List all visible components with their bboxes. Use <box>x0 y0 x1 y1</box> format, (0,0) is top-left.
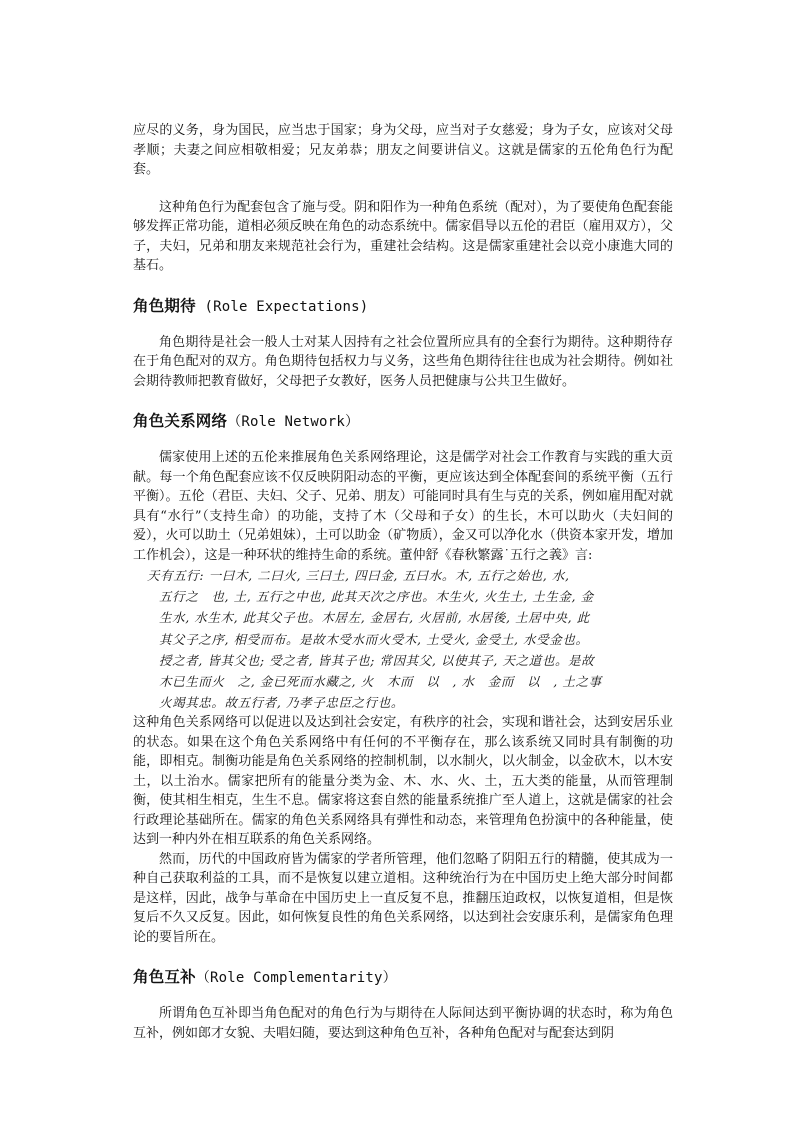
quote-line: 授之者, 皆其父也; 受之者, 皆其子也; 常因其父, 以使其子, 天之道也。是故 <box>159 652 595 668</box>
quote-line: 其父子之序, 相受而布。是故木受水而火受木, 土受火, 金受土, 水受金也。 <box>159 631 589 647</box>
role-expectations-paragraph: 角色期待是社会一般人士对某人因持有之社会位置所应具有的全套行为期待。这种期待存在于角色配对的双方。角色期待包括权力与义务，这些角色期待往往也成为社会期待。例如社会期待教师把教育做好，父母把子女教好，医务人员把健康与公共卫生做好。 <box>133 334 673 389</box>
quote-line: 五行之 也, 土, 五行之中也, 此其天次之序也。木生火, 火生土, 土生金, 金 <box>159 589 594 605</box>
role-network-paragraph-1: 儒家使用上述的五伦来推展角色关系网络理论，这是儒学对社会工作教育与实践的重大贡献。每一个角色配套应该不仅反映阴阳动态的平衡，更应该达到全体配套间的系统平衡（五行平衡）。五伦（君臣、夫妇、父子、兄弟、朋友）可能同时具有生与克的关系，例如雇用配对就具有“水行”（支持生命）的功能，支持了木（父母和子女）的生长，木可以助火（夫妇间的爱），火可以助土（兄弟姐妹），土可以助金（矿物质），金又可以净化水（供资本家开发，增加工作机会），这是一种环状的维持生命的系统。董仲舒《春秋繁露˙五行之義》言: <box>133 450 673 563</box>
quote-line: 生水, 水生木, 此其父子也。木居左, 金居右, 火居前, 水居後, 土居中央, 此 <box>159 610 590 626</box>
intro-paragraph-2: 这种角色行为配套包含了施与受。阴和阳作为一种角色系统（配对），为了要使角色配套能够发挥正常功能，道相必须反映在角色的动态系统中。儒家倡导以五伦的君臣（雇用双方），父子，夫妇，兄弟和朋友来规范社会行为，重建社会结构。这是儒家重建社会以竞小康進大同的基石。 <box>133 199 673 273</box>
chunqiu-fanlu-quote <box>147 565 665 713</box>
section-heading-role-expectations: 角色期待 (Role Expectations) <box>133 295 369 315</box>
role-network-paragraph-3: 然而，历代的中国政府皆为儒家的学者所管理，他们忽略了阴阳五行的精髓，使其成为一种自己获取利益的工具，而不是恢复以建立道相。这种统治行为在中国历史上绝大部分时间都是这样，因此，战争与革命在中国历史上一直反复不息，推翻压迫政权，以恢复道相，但是恢复后不久又反复。因此，如何恢复良性的角色关系网络，以达到社会安康乐利，是儒家角色理论的要旨所在。 <box>133 851 673 945</box>
document-body <box>133 121 673 1043</box>
quote-line: 天有五行: 一曰木, 二曰火, 三曰土, 四曰金, 五曰水。木, 五行之始也, 水, <box>147 568 570 583</box>
role-network-paragraph-2: 这种角色关系网络可以促进以及达到社会安定，有秩序的社会，实现和谐社会，达到安居乐业的状态。如果在这个角色关系网络中有任何的不平衡存在，那么该系统又同时具有制衡的功能，即相克。制衡功能是角色关系网络的控制机制，以水制火，以火制金，以金砍木，以木安土，以土治水。儒家把所有的能量分类为金、木、水、火、土，五大类的能量，从而管理制衡，使其相生相克，生生不息。儒家将这套自然的能量系统推广至人道上，这就是儒家的社会行政理论基础所在。儒家的角色关系网络具有弹性和动态，来管理角色扮演中的各种能量，使达到一种内外在相互联系的角色关系网络。 <box>133 715 673 848</box>
quote-line: 火竭其忠。故五行者, 乃孝子忠臣之行也。 <box>159 695 404 711</box>
section-heading-role-network: 角色关系网络（Role Network） <box>133 411 360 430</box>
intro-paragraph-1: 应尽的义务，身为国民，应当忠于国家；身为父母，应当对子女慈爱；身为子女，应该对父母孝顺；夫妻之间应相敬相爱；兄友弟恭；朋友之间要讲信义。这就是儒家的五伦角色行为配套。 <box>133 123 673 177</box>
quote-line: 木已生而火 之, 金已死而水藏之, 火 木而 以 , 水 金而 以 , 土之事 <box>159 674 602 690</box>
role-complementarity-paragraph: 所谓角色互补即当角色配对的角色行为与期待在人际间达到平衡协调的状态时，称为角色互补，例如郎才女貌、夫唱妇随，要达到这种角色互补，各种角色配对与配套达到阴 <box>133 1006 673 1041</box>
section-heading-role-complementarity: 角色互补（Role Complementarity） <box>133 967 397 987</box>
